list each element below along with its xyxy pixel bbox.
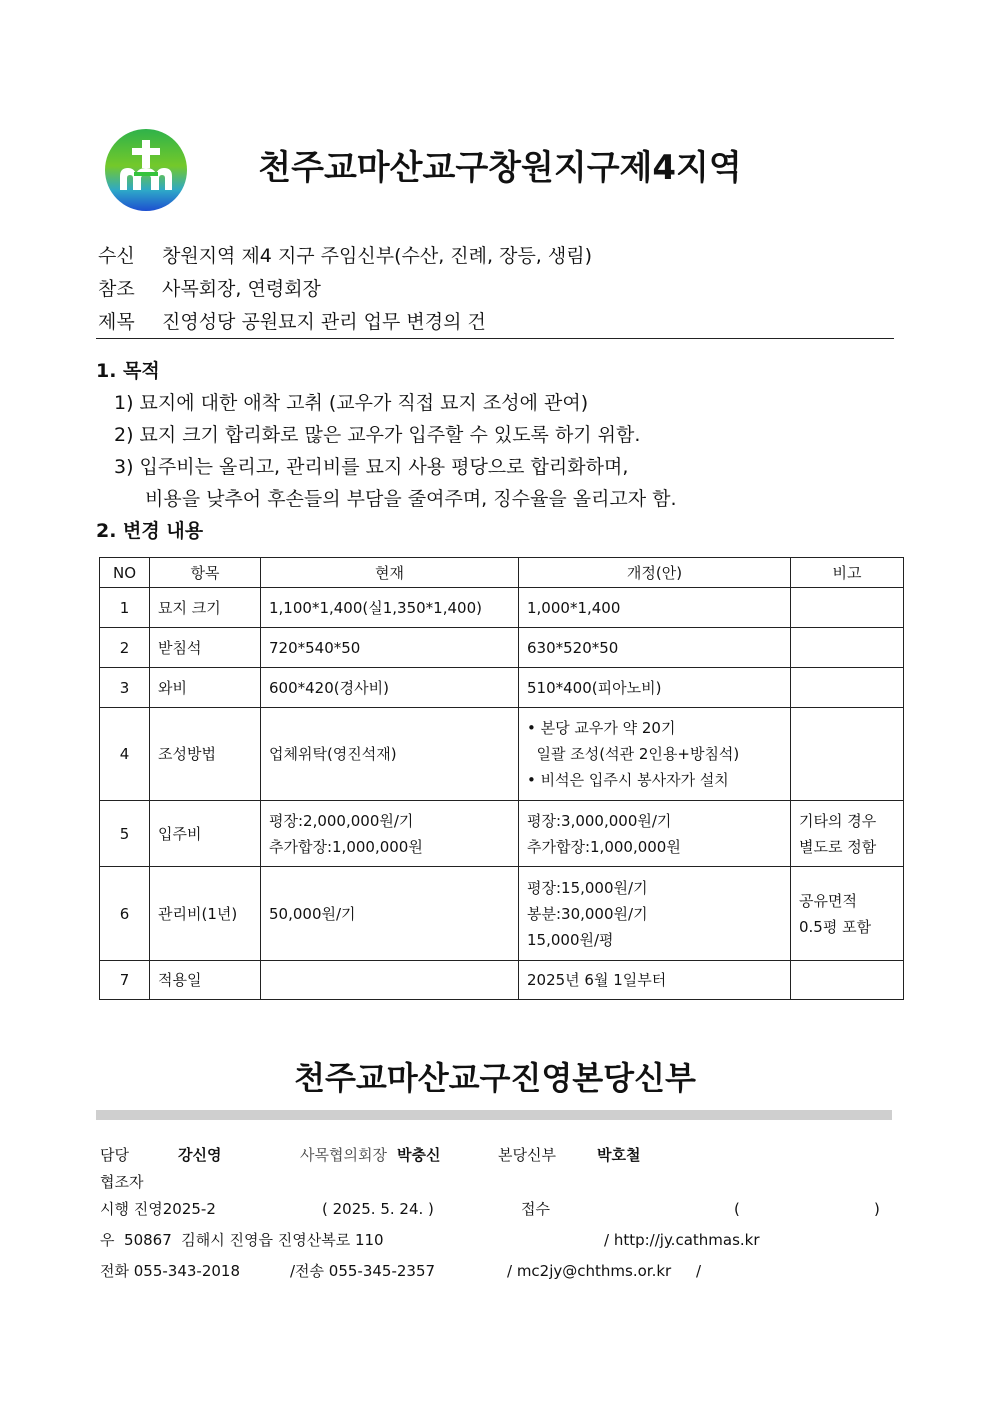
row-item: 묘지 크기 <box>150 588 261 628</box>
row-note <box>791 628 904 668</box>
row-revised <box>519 867 791 961</box>
col-note: 비고 <box>791 558 904 588</box>
row-no: 5 <box>100 801 150 867</box>
change-table <box>99 557 904 1000</box>
row-item: 받침석 <box>150 628 261 668</box>
cooperator-label: 협조자 <box>100 1173 144 1191</box>
purpose-item-3: 3) 입주비는 올리고, 관리비를 묘지 사용 평당으로 합리화하며, <box>114 456 629 478</box>
revised-line: 평장:15,000원/기 <box>527 878 648 897</box>
section1-heading: 1. 목적 <box>96 360 160 382</box>
reference-row <box>98 276 321 302</box>
row-current: 720*540*50 <box>261 628 519 668</box>
council-label: 사목협의회장 <box>300 1146 387 1164</box>
receipt-paren-close: ) <box>874 1200 880 1218</box>
row-revised: 630*520*50 <box>519 628 791 668</box>
revised-line: 일괄 조성(석관 2인용+방침석) <box>527 745 740 763</box>
email-link[interactable]: / mc2jy@chthms.or.kr <box>507 1262 672 1280</box>
table-row <box>100 867 904 961</box>
row-revised <box>519 708 791 801</box>
signature-title: 천주교마산교구진영본당신부 <box>294 1059 696 1097</box>
row-no: 7 <box>100 961 150 1000</box>
row-revised <box>519 801 791 867</box>
row-note <box>791 588 904 628</box>
row-item: 와비 <box>150 668 261 708</box>
table-row <box>100 708 904 801</box>
note-line: 공유면적 <box>799 891 857 910</box>
current-line: 평장:2,000,000원/기 <box>269 811 414 830</box>
row-revised: 2025년 6월 1일부터 <box>519 961 791 1000</box>
row-item: 적용일 <box>150 961 261 1000</box>
purpose-item-2: 2) 묘지 크기 합리화로 많은 교우가 입주할 수 있도록 하기 위함. <box>114 424 641 446</box>
recipient-row <box>98 243 592 269</box>
org-title: 천주교마산교구창원지구제4지역 <box>258 148 742 188</box>
row-item: 관리비(1년) <box>150 867 261 961</box>
revised-line: • 비석은 입주시 봉사자가 설치 <box>527 771 729 789</box>
receipt-label: 접수 <box>521 1200 550 1218</box>
doc-number: 시행 진영2025-2 <box>100 1200 216 1218</box>
row-note <box>791 867 904 961</box>
reference-label: 참조 <box>98 278 135 300</box>
row-current: 50,000원/기 <box>261 867 519 961</box>
pastor-label: 본당신부 <box>498 1146 556 1164</box>
row-note <box>791 708 904 801</box>
header-divider <box>96 338 894 339</box>
purpose-item-1: 1) 묘지에 대한 애착 고취 (교우가 직접 묘지 조성에 관여) <box>114 392 589 414</box>
revised-line: 평장:3,000,000원/기 <box>527 811 672 830</box>
row-item: 입주비 <box>150 801 261 867</box>
note-line: 별도로 정함 <box>799 837 877 856</box>
row-no: 2 <box>100 628 150 668</box>
row-current <box>261 961 519 1000</box>
purpose-item-3-cont: 비용을 낮추어 후손들의 부담을 줄여주며, 징수율을 올리고자 함. <box>145 488 677 510</box>
revised-line: 추가합장:1,000,000원 <box>527 837 681 856</box>
row-note <box>791 668 904 708</box>
trailing-slash: / <box>696 1262 702 1280</box>
diocese-logo-icon <box>104 128 188 212</box>
table-row <box>100 801 904 867</box>
row-current: 600*420(경사비) <box>261 668 519 708</box>
note-line: 기타의 경우 <box>799 811 877 830</box>
receipt-paren-open: ( <box>734 1200 740 1218</box>
row-current: 업체위탁(영진석재) <box>261 708 519 801</box>
fax-number: /전송 055-345-2357 <box>290 1262 436 1280</box>
charge-label: 담당 <box>100 1146 129 1164</box>
revised-line: 15,000원/평 <box>527 930 614 949</box>
current-line: 추가합장:1,000,000원 <box>269 837 423 856</box>
reference-value: 사목회장, 연령회장 <box>162 278 321 300</box>
table-row <box>100 588 904 628</box>
row-revised: 510*400(피아노비) <box>519 668 791 708</box>
row-note <box>791 801 904 867</box>
section2-heading: 2. 변경 내용 <box>96 520 204 542</box>
subject-label: 제목 <box>98 311 135 333</box>
col-current: 현재 <box>261 558 519 588</box>
postal-address: 우 50867 김해시 진영읍 진영산복로 110 <box>100 1231 384 1249</box>
council-name: 박충신 <box>397 1146 441 1164</box>
row-current: 1,100*1,400(실1,350*1,400) <box>261 588 519 628</box>
row-item: 조성방법 <box>150 708 261 801</box>
row-no: 4 <box>100 708 150 801</box>
row-no: 1 <box>100 588 150 628</box>
charge-name: 강신영 <box>178 1146 222 1164</box>
col-item: 항목 <box>150 558 261 588</box>
revised-line: • 본당 교우가 약 20기 <box>527 719 676 737</box>
note-line: 0.5평 포함 <box>799 917 872 936</box>
table-row <box>100 961 904 1000</box>
table-header-row <box>100 558 904 588</box>
revised-line: 봉분:30,000원/기 <box>527 904 648 923</box>
recipient-label: 수신 <box>98 245 135 267</box>
phone-number: 전화 055-343-2018 <box>100 1262 241 1280</box>
website-link[interactable]: / http://jy.cathmas.kr <box>604 1231 760 1249</box>
row-current <box>261 801 519 867</box>
recipient-value: 창원지역 제4 지구 주임신부(수산, 진례, 장등, 생림) <box>162 245 592 267</box>
pastor-name: 박호철 <box>597 1146 641 1164</box>
subject-row <box>98 309 486 335</box>
subject-value: 진영성당 공원묘지 관리 업무 변경의 건 <box>162 311 486 333</box>
row-no: 6 <box>100 867 150 961</box>
col-revised: 개정(안) <box>519 558 791 588</box>
row-no: 3 <box>100 668 150 708</box>
col-no: NO <box>100 558 150 588</box>
table-row <box>100 668 904 708</box>
table-row <box>100 628 904 668</box>
row-revised: 1,000*1,400 <box>519 588 791 628</box>
row-note <box>791 961 904 1000</box>
doc-date: ( 2025. 5. 24. ) <box>322 1200 434 1218</box>
footer-divider <box>96 1110 892 1120</box>
